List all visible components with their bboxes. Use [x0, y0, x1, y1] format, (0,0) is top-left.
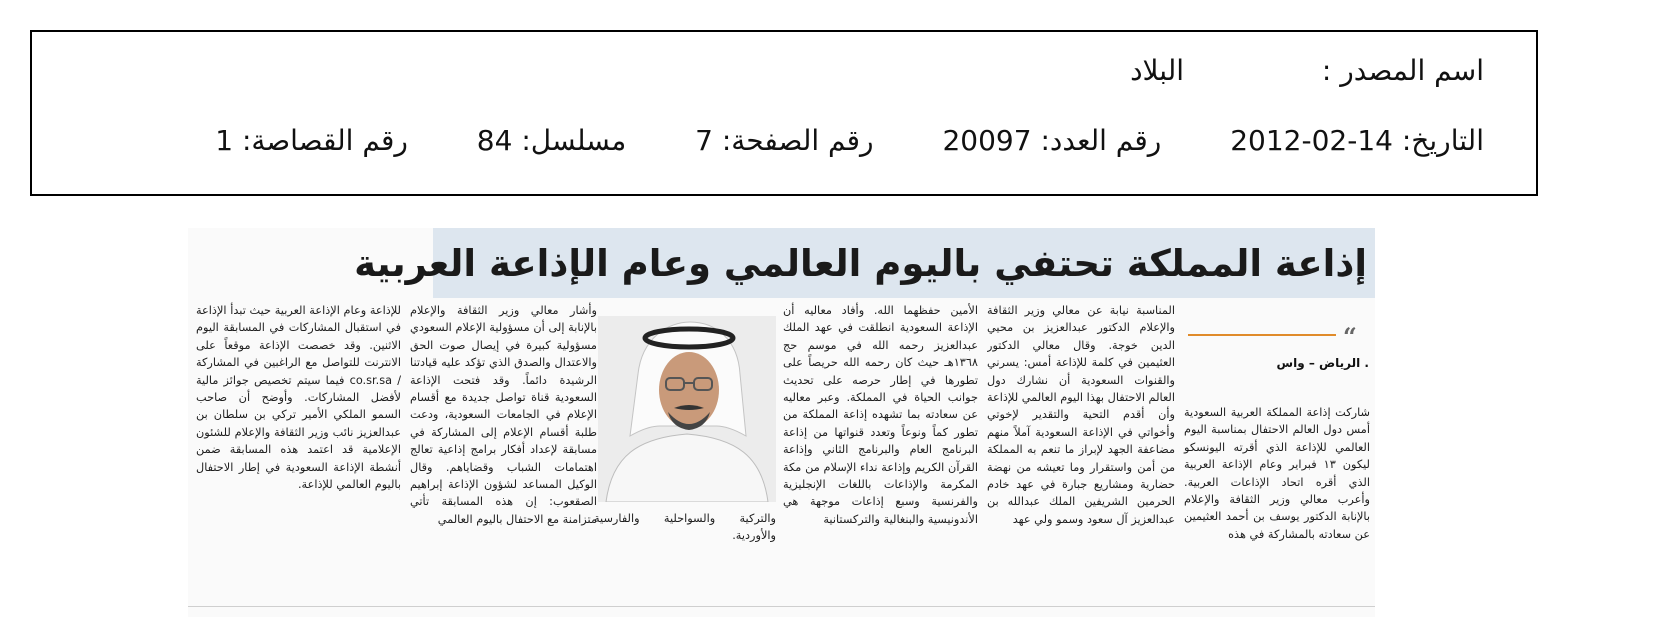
page-label: رقم الصفحة: [721, 124, 874, 157]
article-column-4 [410, 302, 597, 602]
issue-group [942, 124, 1161, 157]
source-value: البلاد [1130, 54, 1184, 87]
source-row [1130, 54, 1484, 87]
article-dateline: . الرياض – واس [1276, 356, 1369, 370]
article-column-3 [783, 302, 978, 602]
column-5-text: للإذاعة وعام الإذاعة العربية حيث تبدأ الإذاعة في استقبال المشاركات في المسابقة اليوم الاثنين. وقد خصصت الإذاعة موقعاً على الانترنت للتواصل مع الراغبين في المشاركة / co.sr.sa فيما سيتم تخصيص جوائز مالية لأفضل المشاركات. وأوضح أن صاحب السمو الملكي الأمير تركي بن سلطان بن عبدالعزيز نائب وزير الثقافة والإعلام للشئون الإعلامية قد اعتمد هذه المسابقة ضمن أنشطة الإذاعة السعودية في إطار الاحتفال باليوم العالمي للإذاعة. [196, 304, 401, 492]
page-value: 7 [695, 124, 713, 157]
date-value: 2012-02-14 [1230, 124, 1393, 157]
article-column-1 [1184, 404, 1370, 543]
column-4-text: وأشار معالي وزير الثقافة والإعلام بالإنابة إلى أن مسؤولية الإعلام السعودي مسؤولية كبيرة في إيصال صوت الحق والاعتدال والصدق الذي تؤكد عليه قيادتنا الرشيدة دائماً. وقد فتحت الإذاعة السعودية قناة تواصل جديدة مع أقسام الإعلام في الجامعات السعودية، ودعت طلبة أقسام الإعلام إلى المشاركة في مسابقة لإعداد أفكار برامج إذاعية تعالج اهتمامات الشباب وقضاياهم. وقال الوكيل المساعد لشؤون الإذاعة إبراهيم الصقعوب: إن هذه المسابقة تأتي متزامنة مع الاحتفال باليوم العالمي [410, 304, 597, 526]
portrait-illustration [598, 316, 776, 502]
caption-text: والتركية والسواحلية والفارسية والأوردية. [594, 512, 776, 543]
serial-value: 84 [476, 124, 513, 157]
bottom-divider [188, 606, 1375, 607]
date-label: التاريخ: [1401, 124, 1484, 157]
accent-rule [1188, 334, 1336, 336]
clip-label: رقم القصاصة: [241, 124, 408, 157]
quote-mark-icon: “ [1343, 322, 1357, 351]
source-label: اسم المصدر : [1321, 54, 1484, 87]
official-portrait-photo [598, 316, 776, 502]
details-row [215, 124, 1484, 157]
column-3-text: الأمين حفظهما الله. وأفاد معاليه أن الإذاعة السعودية انطلقت في عهد الملك عبدالعزيز رحمه الله في موسم حج ١٣٦٨هـ حيث كان رحمه الله حريصاً على تطورها في إطار حرصه على تحديث جوانب الحياة في المملكة. وعبر معاليه عن سعادته بما تشهده إذاعة المملكة من تطور كماً ونوعاً وتعدد قنواتها من إذاعة البرنامج العام والبرنامج الثاني وإذاعة القرآن الكريم وإذاعة نداء الإسلام من مكة المكرمة والإذاعات باللغات الإنجليزية والفرنسية وسبع إذاعات موجهة هي الأندونيسية والبنغالية والتركستانية [783, 304, 978, 526]
article-column-2 [987, 302, 1175, 602]
newspaper-clipping [188, 228, 1375, 617]
photo-caption [594, 510, 776, 545]
clip-group [215, 124, 408, 157]
source-metadata-box [30, 30, 1538, 196]
article-column-5 [196, 302, 401, 602]
serial-label: مسلسل: [521, 124, 627, 157]
date-group [1230, 124, 1484, 157]
issue-value: 20097 [942, 124, 1032, 157]
issue-label: رقم العدد: [1040, 124, 1162, 157]
article-headline: إذاعة المملكة تحتفي باليوم العالمي وعام الإذاعة العربية [354, 242, 1367, 285]
clip-value: 1 [215, 124, 234, 157]
column-1-text: شاركت إذاعة المملكة العربية السعودية أمس دول العالم الاحتفال بمناسبة اليوم العالمي للإذاعة الذي أقرته اليونسكو ليكون ١٣ فبراير وعام الإذاعة العربية الذي أقره اتحاد الإذاعات العربية. وأعرب معالي وزير الثقافة والإعلام بالإنابة الدكتور يوسف بن أحمد العثيمين عن سعادته بالمشاركة في هذه [1184, 406, 1370, 541]
column-2-text: المناسبة نيابة عن معالي وزير الثقافة والإعلام الدكتور عبدالعزيز بن محيي الدين خوجة. وقال معالي الدكتور العثيمين في كلمة للإذاعة أمس: يسرني والقنوات السعودية أن نشارك دول العالم الاحتفال بهذا اليوم العالمي للإذاعة وأن أقدم التحية والتقدير لإخوتي وأخواتي في الإذاعة السعودية آملاً منهم مضاعفة الجهد لإبراز ما تنعم به المملكة من أمن واستقرار وما تعيشه من نهضة حضارية ومشاريع جبارة في عهد خادم الحرمين الشريفين الملك عبدالله بن عبدالعزيز آل سعود وسمو ولي عهد [987, 304, 1175, 526]
page-group [695, 124, 873, 157]
serial-group [477, 124, 626, 157]
